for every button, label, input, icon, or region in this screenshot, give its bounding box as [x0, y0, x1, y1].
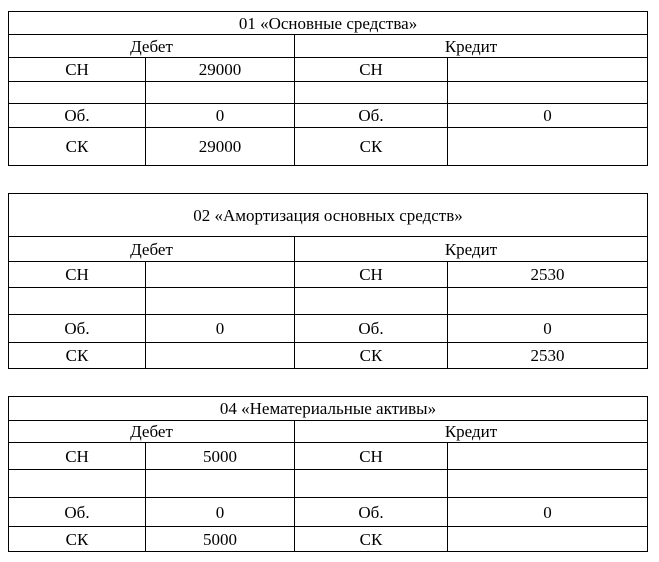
credit-header: Кредит [295, 237, 648, 262]
credit-row-value: 2530 [448, 262, 648, 288]
account-table-02 [8, 193, 648, 369]
credit-row-value: 0 [448, 498, 648, 527]
credit-row-value [448, 443, 648, 470]
credit-row-label: Об. [295, 315, 448, 343]
debit-header: Дебет [9, 421, 295, 443]
credit-row-label [295, 470, 448, 498]
credit-row-label: СН [295, 58, 448, 82]
debit-header: Дебет [9, 237, 295, 262]
credit-row-label: СК [295, 527, 448, 552]
table-row [9, 527, 648, 552]
debit-row-value: 5000 [146, 443, 295, 470]
debit-row-value: 0 [146, 104, 295, 128]
credit-row-label [295, 288, 448, 315]
debit-row-value: 29000 [146, 128, 295, 166]
debit-header: Дебет [9, 35, 295, 58]
debit-row-value [146, 470, 295, 498]
table-row [9, 498, 648, 527]
debit-row-label [9, 470, 146, 498]
debit-row-value: 5000 [146, 527, 295, 552]
credit-row-value [448, 58, 648, 82]
debit-row-label: Об. [9, 315, 146, 343]
credit-row-label [295, 82, 448, 104]
debit-row-label [9, 288, 146, 315]
credit-header: Кредит [295, 35, 648, 58]
credit-row-label: СН [295, 262, 448, 288]
account-table-04 [8, 396, 648, 552]
debit-row-label: СК [9, 128, 146, 166]
debit-row-value: 0 [146, 315, 295, 343]
table-row [9, 128, 648, 166]
credit-row-label: СК [295, 128, 448, 166]
debit-row-value [146, 82, 295, 104]
debit-row-label: Об. [9, 498, 146, 527]
table-row [9, 104, 648, 128]
debit-row-label: СН [9, 262, 146, 288]
debit-row-value [146, 288, 295, 315]
table-row [9, 470, 648, 498]
credit-row-value: 0 [448, 315, 648, 343]
debit-row-label: СН [9, 443, 146, 470]
credit-row-value [448, 82, 648, 104]
credit-row-value: 0 [448, 104, 648, 128]
account-title: 02 «Амортизация основных средств» [9, 194, 648, 237]
debit-row-label [9, 82, 146, 104]
table-row [9, 58, 648, 82]
credit-header: Кредит [295, 421, 648, 443]
debit-row-value [146, 343, 295, 369]
debit-row-value: 0 [146, 498, 295, 527]
credit-row-value [448, 128, 648, 166]
debit-row-label: СК [9, 343, 146, 369]
credit-row-label: СН [295, 443, 448, 470]
debit-row-label: СН [9, 58, 146, 82]
debit-row-value [146, 262, 295, 288]
table-row [9, 288, 648, 315]
table-row [9, 343, 648, 369]
credit-row-value: 2530 [448, 343, 648, 369]
credit-row-value [448, 288, 648, 315]
account-title: 01 «Основные средства» [9, 12, 648, 35]
debit-row-label: СК [9, 527, 146, 552]
credit-row-label: СК [295, 343, 448, 369]
table-row [9, 315, 648, 343]
table-row [9, 82, 648, 104]
credit-row-value [448, 470, 648, 498]
account-title: 04 «Нематериальные активы» [9, 397, 648, 421]
debit-row-label: Об. [9, 104, 146, 128]
table-row [9, 443, 648, 470]
credit-row-value [448, 527, 648, 552]
account-table-01 [8, 11, 648, 166]
table-row [9, 262, 648, 288]
credit-row-label: Об. [295, 498, 448, 527]
debit-row-value: 29000 [146, 58, 295, 82]
credit-row-label: Об. [295, 104, 448, 128]
